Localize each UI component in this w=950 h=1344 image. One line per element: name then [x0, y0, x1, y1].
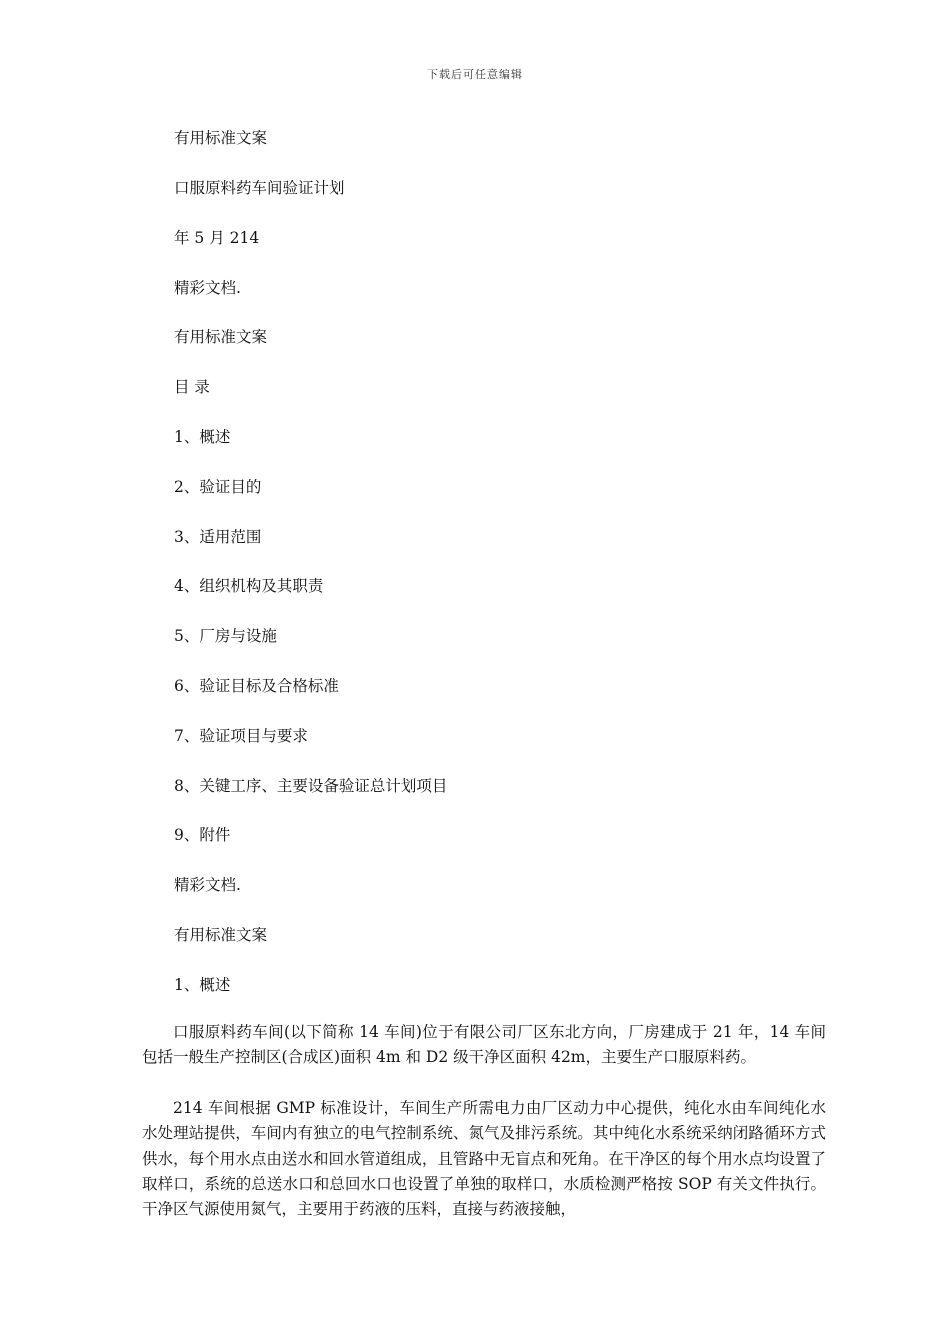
header-note: 下载后可任意编辑 [427, 68, 523, 81]
toc-item: 1、概述 [174, 428, 231, 446]
document-date: 年 5 月 214 [174, 229, 260, 247]
toc-item: 8、关键工序、主要设备验证总计划项目 [174, 777, 448, 795]
toc-item: 5、厂房与设施 [174, 627, 277, 645]
body-paragraph: 214 车间根据 GMP 标准设计，车间生产所需电力由厂区动力中心提供，纯化水由车间纯化水水处理站提供，车间内有独立的电气控制系统、氮气及排污系统。其中纯化水系统采纳闭路循环方式供水，每个用水点由送水和回水管道组成，且管路中无盲点和死角。在干净区的每个用水点均设置了取样口，系统的总送水口和总回水口也设置了单独的取样口，水质检测严格按 SOP 有关文件执行。干净区气源使用氮气，主要用于药液的压料，直接与药液接触， [142, 1099, 826, 1219]
body-paragraph: 口服原料药车间(以下简称 14 车间)位于有限公司厂区东北方向，厂房建成于 21 年，14 车间包括一般生产控制区(合成区)面积 4m 和 D2 级干净区面积 42m，主要生产口服原料药。 [142, 1023, 826, 1067]
document-title: 口服原料药车间验证计划 [174, 179, 345, 197]
page-footer-label: 精彩文档. [174, 876, 241, 894]
doc-header-label: 有用标准文案 [174, 129, 268, 147]
toc-item: 4、组织机构及其职责 [174, 577, 324, 595]
doc-header-label: 有用标准文案 [174, 926, 268, 944]
toc-item: 3、适用范围 [174, 528, 262, 546]
section-heading: 1、概述 [174, 976, 231, 994]
toc-item: 7、验证项目与要求 [174, 727, 308, 745]
toc-item: 6、验证目标及合格标准 [174, 677, 339, 695]
doc-header-label: 有用标准文案 [174, 328, 268, 346]
page-footer-label: 精彩文档. [174, 279, 241, 297]
toc-item: 9、附件 [174, 826, 231, 844]
toc-heading: 目 录 [174, 378, 210, 396]
toc-item: 2、验证目的 [174, 478, 262, 496]
